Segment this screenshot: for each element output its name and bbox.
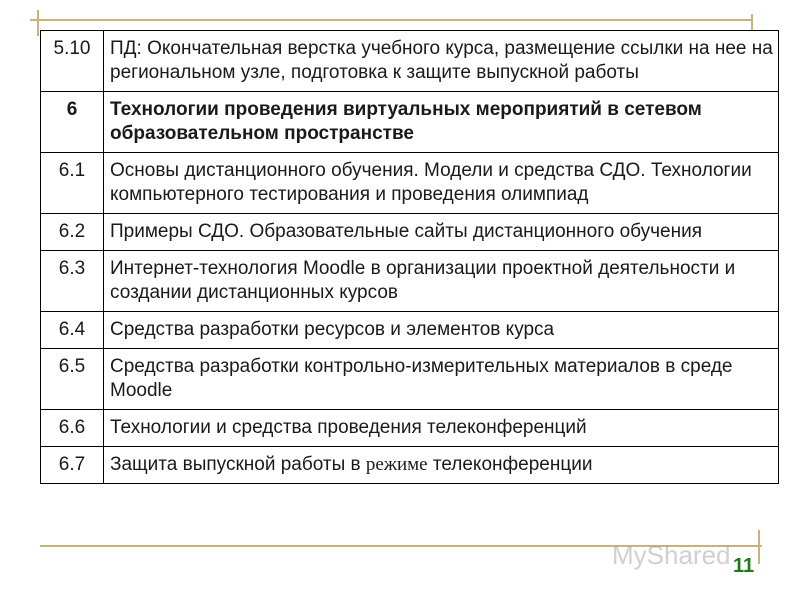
table-row (41, 251, 779, 312)
row-text: ПД: Окончательная верстка учебного курса, размещение ссылки на нее на региональном узле, подготовка к защите выпускной работы (104, 31, 779, 92)
row-number: 6.2 (41, 214, 104, 251)
course-plan-table (40, 30, 779, 484)
row-number: 6.1 (41, 153, 104, 214)
top-decoration-line (30, 19, 752, 21)
row-text-part: Защита выпускной работы в (110, 454, 366, 475)
watermark: MyShared (612, 540, 731, 570)
row-text: Основы дистанционного обучения. Модели и средства СДО. Технологии компьютерного тестирования и проведения олимпиад (104, 153, 779, 214)
row-number: 6 (41, 92, 104, 153)
row-number: 6.6 (41, 410, 104, 447)
row-text: Технологии и средства проведения телеконференций (104, 410, 779, 447)
row-text-serif-part: режиме (365, 454, 428, 475)
row-number: 5.10 (41, 31, 104, 92)
row-text: Средства разработки ресурсов и элементов курса (104, 312, 779, 349)
section-row (41, 92, 779, 153)
row-text-part: телеконференции (427, 454, 593, 475)
table-row (41, 31, 779, 92)
row-text: Средства разработки контрольно-измерительных материалов в среде Moodle (104, 349, 779, 410)
table-row (41, 153, 779, 214)
row-text: Интернет-технология Moodle в организации проектной деятельности и создании дистанционных курсов (104, 251, 779, 312)
row-text: Технологии проведения виртуальных мероприятий в сетевом образовательном пространстве (104, 92, 779, 153)
top-left-decoration-tick (37, 10, 39, 36)
table-row (41, 214, 779, 251)
table-row (41, 447, 779, 484)
table-row (41, 410, 779, 447)
row-number: 6.7 (41, 447, 104, 484)
bottom-right-decoration-tick (758, 530, 760, 564)
table-row (41, 349, 779, 410)
row-number: 6.5 (41, 349, 104, 410)
table-row (41, 312, 779, 349)
row-number: 6.4 (41, 312, 104, 349)
row-number: 6.3 (41, 251, 104, 312)
page-number: 11 (733, 555, 755, 577)
row-text (104, 447, 779, 484)
row-text: Примеры СДО. Образовательные сайты дистанционного обучения (104, 214, 779, 251)
